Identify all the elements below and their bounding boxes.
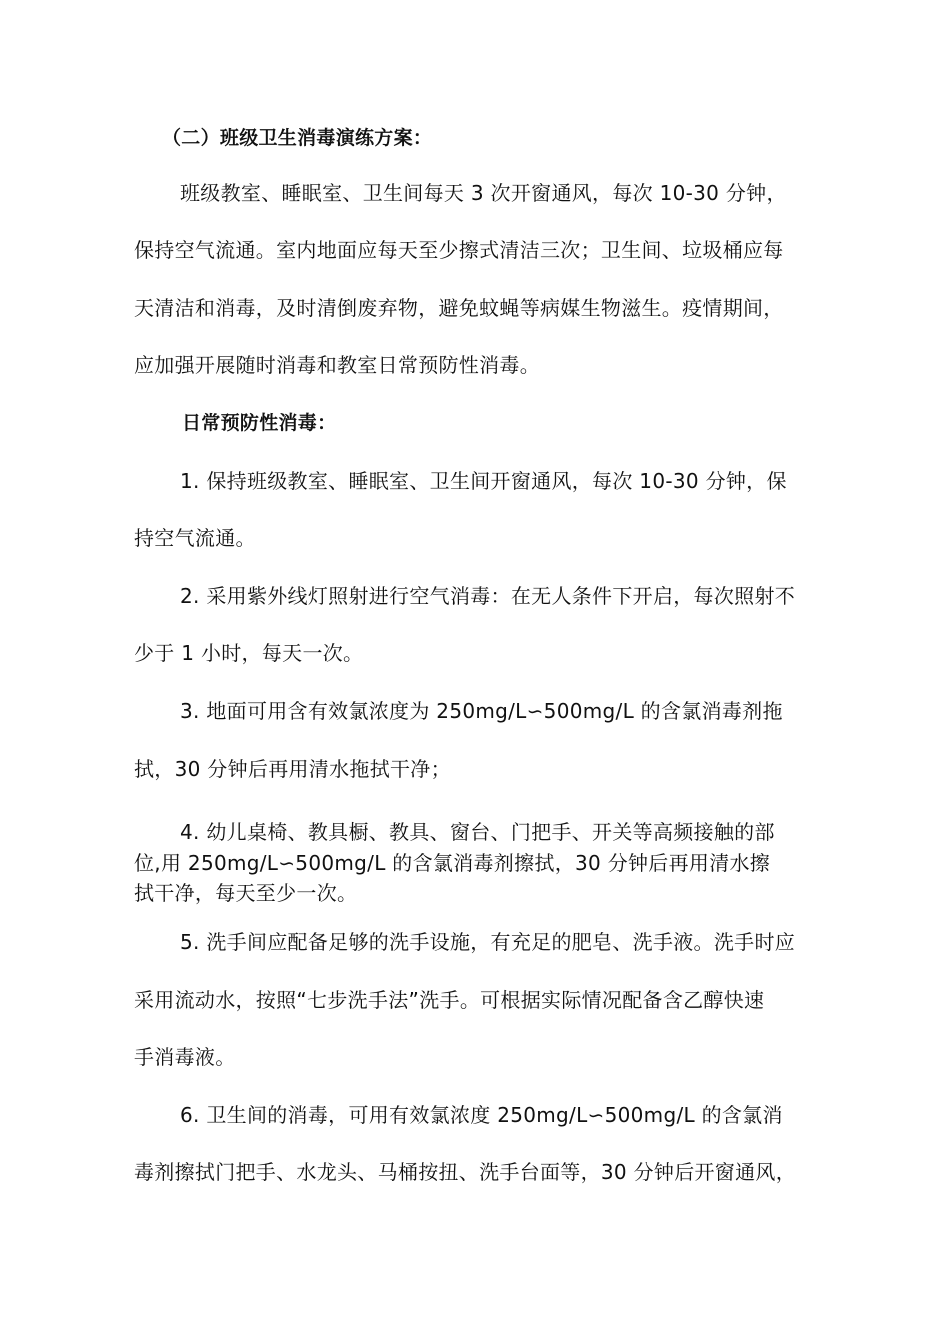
intro-line-3: 天清洁和消毒，及时清倒废弃物，避免蚊蝇等病媒生物滋生。疫情期间，	[134, 296, 784, 320]
item-2-line-1: 2. 采用紫外线灯照射进行空气消毒：在无人条件下开启，每次照射不	[180, 584, 796, 608]
item-4-line-2: 位,用 250mg/L∽500mg/L 的含氯消毒剂擦拭，30 分钟后再用清水擦	[134, 851, 771, 875]
item-6-line-2: 毒剂擦拭门把手、水龙头、马桶按扭、洗手台面等，30 分钟后开窗通风，	[134, 1160, 797, 1184]
item-5-line-1: 5. 洗手间应配备足够的洗手设施，有充足的肥皂、洗手液。洗手时应	[180, 930, 796, 954]
section-heading: （二）班级卫生消毒演练方案：	[162, 127, 433, 149]
item-3-line-1: 3. 地面可用含有效氯浓度为 250mg/L∽500mg/L 的含氯消毒剂拖	[180, 699, 783, 723]
intro-line-2: 保持空气流通。室内地面应每天至少擦式清洁三次；卫生间、垃圾桶应每	[134, 238, 784, 262]
item-6-line-1: 6. 卫生间的消毒，可用有效氯浓度 250mg/L∽500mg/L 的含氯消	[180, 1103, 783, 1127]
item-3-line-2: 拭，30 分钟后再用清水拖拭干净；	[134, 757, 451, 781]
item-1-line-2: 持空气流通。	[134, 526, 256, 550]
item-4-line-3: 拭干净，每天至少一次。	[134, 881, 358, 905]
intro-line-1: 班级教室、睡眠室、卫生间每天 3 次开窗通风，每次 10-30 分钟，	[180, 181, 787, 205]
item-2-line-2: 少于 1 小时，每天一次。	[134, 641, 364, 665]
item-5-line-2: 采用流动水，按照“七步洗手法”洗手。可根据实际情况配备含乙醇快速	[134, 988, 765, 1012]
subheading: 日常预防性消毒：	[182, 412, 337, 434]
item-4-line-1: 4. 幼儿桌椅、教具橱、教具、窗台、门把手、开关等高频接触的部	[180, 820, 775, 844]
item-1-line-1: 1. 保持班级教室、睡眠室、卫生间开窗通风，每次 10-30 分钟，保	[180, 469, 787, 493]
item-5-line-3: 手消毒液。	[134, 1045, 236, 1069]
intro-line-4: 应加强开展随时消毒和教室日常预防性消毒。	[134, 353, 540, 377]
